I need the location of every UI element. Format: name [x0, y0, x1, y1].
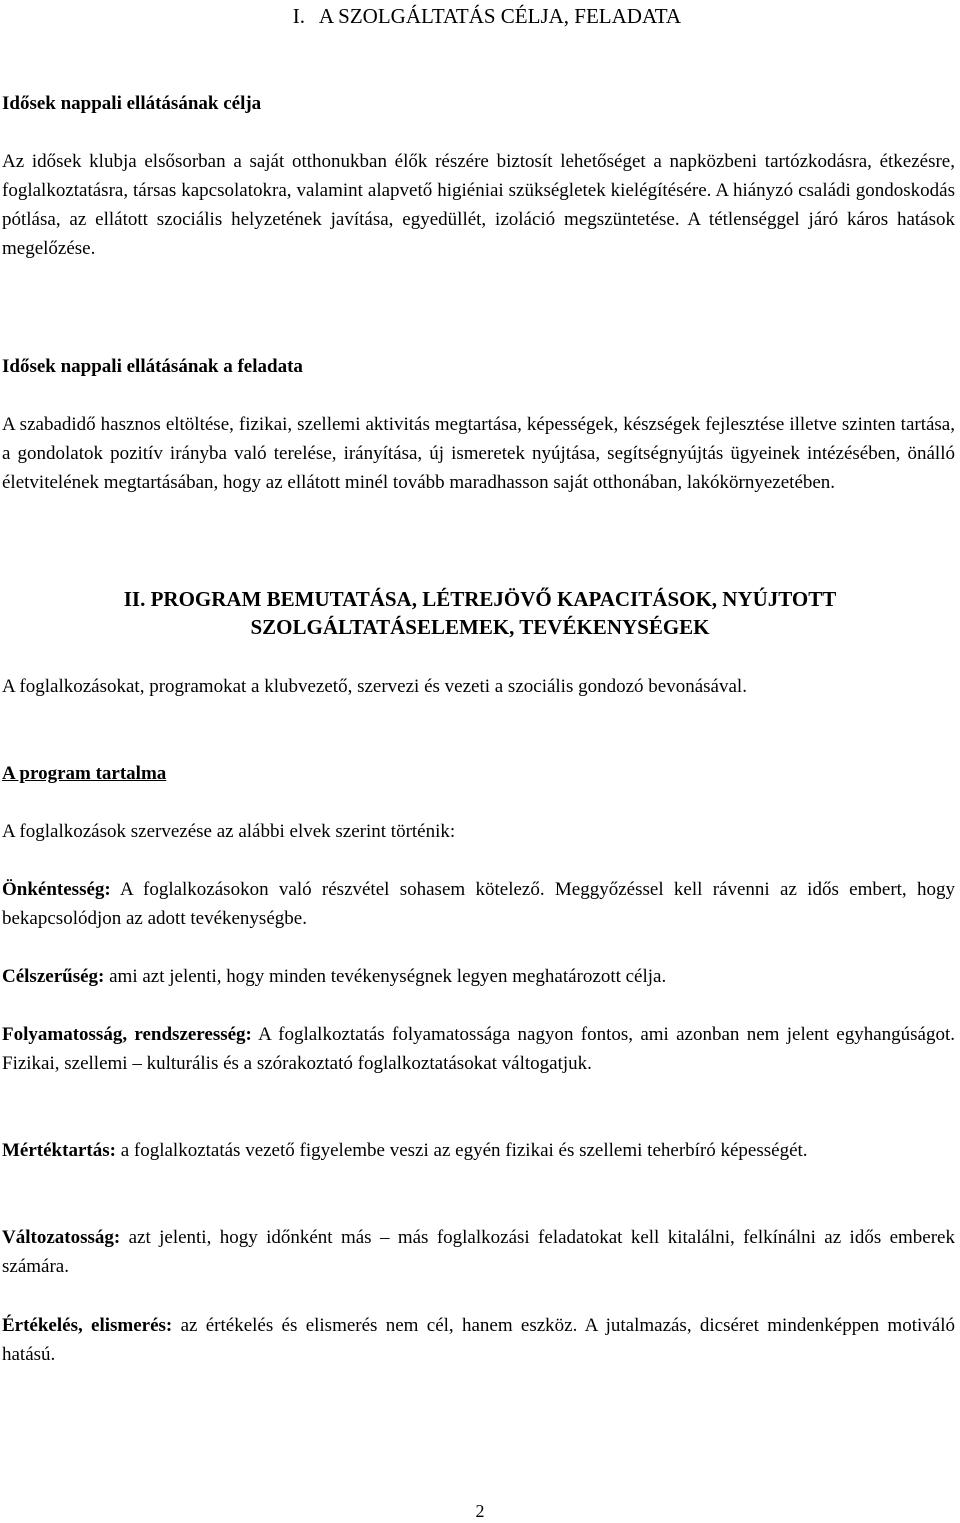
principle-text: ami azt jelenti, hogy minden tevékenységnek legyen meghatározott célja. [104, 966, 667, 987]
section-2-title-line-1: II. PROGRAM BEMUTATÁSA, LÉTREJÖVŐ KAPACITÁSOK, NYÚJTOTT [123, 587, 837, 611]
principle-term: Célszerűség: [2, 966, 105, 987]
principle-text: az értékelés és elismerés nem cél, hanem eszköz. A jutalmazás, dicséret mindenképpen motiváló hatású. [2, 1315, 955, 1365]
principle-text: a foglalkoztatás vezető figyelembe veszi az egyén fizikai és szellemi teherbíró képességét. [115, 1140, 808, 1161]
feladat-paragraph: A szabadidő hasznos eltöltése, fizikai, szellemi aktivitás megtartása, képességek, készségek fejlesztése illetve szinten tartása, a gondolatok pozitív irányba való terelése, irányítása, új ismeretek nyújtása, segítségnyújtás ügyeinek intézésében, önálló életvitelének megtartásában, hogy az ellátott minél tovább maradhasson saját otthonában, lakókörnyezetében. [2, 414, 955, 493]
program-heading-text: A program tartalma [2, 763, 167, 784]
intro-paragraph: A foglalkozásokat, programokat a klubvezető, szervezi és vezeti a szociális gondozó bevonásával. [2, 676, 747, 697]
principle-item [2, 1136, 955, 1165]
principle-item [2, 962, 955, 991]
principle-term: Változatosság: [2, 1227, 121, 1248]
principle-text: A foglalkozásokon való részvétel sohasem kötelező. Meggyőzéssel kell rávenni az idős embert, hogy bekapcsolódjon az adott tevékenységbe. [2, 879, 955, 929]
principle-text: A foglalkoztatás folyamatossága nagyon fontos, ami azonban nem jelent egyhangúságot. Fizikai, szellemi – kulturális és a szórakoztató foglalkoztatásokat váltogatjuk. [2, 1024, 955, 1074]
feladat-heading: Idősek nappali ellátásának a feladata [2, 356, 303, 377]
page-number: 2 [475, 1501, 485, 1521]
program-heading [2, 759, 955, 788]
principle-term: Önkéntesség: [2, 879, 111, 900]
principle-term: Folyamatosság, rendszeresség: [2, 1024, 252, 1045]
program-lead: A foglalkozások szervezése az alábbi elvek szerint történik: [2, 821, 456, 842]
principle-item [2, 1311, 955, 1369]
cel-heading: Idősek nappali ellátásának célja [2, 93, 262, 114]
section-1-number: I. [292, 4, 306, 28]
principle-item [2, 1223, 955, 1281]
principle-term: Mértéktartás: [2, 1140, 116, 1161]
section-1-title [0, 2, 960, 30]
principle-item [2, 1020, 955, 1078]
section-1-title-text: A SZOLGÁLTATÁS CÉLJA, FELADATA [318, 4, 682, 28]
cel-paragraph: Az idősek klubja elsősorban a saját otthonukban élők részére biztosít lehetőséget a napközbeni tartózkodásra, étkezésre, foglalkoztatásra, társas kapcsolatokra, valamint alapvető higiéniai szükségletek kielégítésére. A hiányzó családi gondoskodás pótlása, az ellátott szociális helyzetének javítása, egyedüllét, izoláció megszüntetése. A tétlenséggel járó káros hatások megelőzése. [2, 151, 955, 259]
principle-term: Értékelés, elismerés: [2, 1315, 173, 1336]
section-2-title-line-2: SZOLGÁLTATÁSELEMEK, TEVÉKENYSÉGEK [250, 615, 710, 639]
principle-text: azt jelenti, hogy időnként más – más foglalkozási feladatokat kell kitalálni, felkínálni az idős emberek számára. [2, 1227, 955, 1277]
principle-item [2, 875, 955, 933]
